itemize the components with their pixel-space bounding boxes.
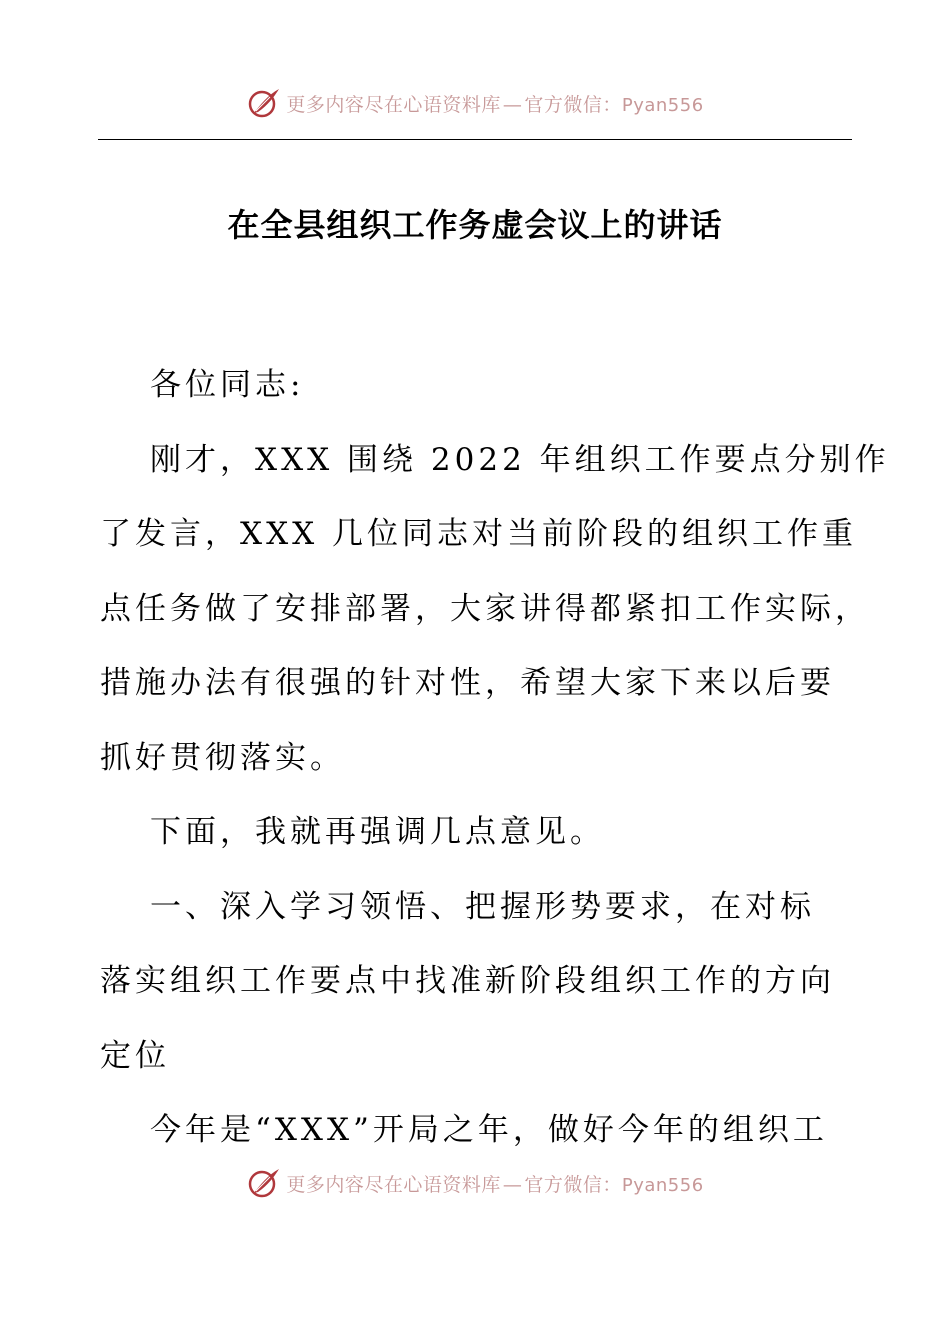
banner-wechat-id: Pyan556: [621, 94, 704, 116]
banner-brand: 更多内容尽在心语资料库: [286, 93, 501, 116]
paragraph-line: 点任务做了安排部署，大家讲得都紧扣工作实际，: [100, 590, 870, 627]
footer-banner: [0, 1163, 950, 1203]
quill-logo-icon: [246, 85, 282, 121]
paragraph-line: 措施办法有很强的针对性，希望大家下来以后要: [100, 665, 835, 701]
header-rule: [98, 139, 852, 140]
document-title: 在全县组织工作务虚会议上的讲话: [227, 206, 723, 244]
paragraph-line: 刚才，XXX 围绕 2022 年组织工作要点分别作: [150, 441, 890, 478]
section-heading-line: 落实组织工作要点中找准新阶段组织工作的方向: [100, 963, 835, 999]
paragraph-line: 了发言，XXX 几位同志对当前阶段的组织工作重: [100, 516, 858, 552]
paragraph-line: 今年是“XXX”开局之年，做好今年的组织工: [150, 1112, 828, 1148]
document-body: [100, 360, 890, 1180]
paragraph-line: 抓好贯彻落实。: [100, 739, 345, 776]
section-heading-line: 定位: [100, 1037, 170, 1074]
paragraph-line: 下面，我就再强调几点意见。: [150, 814, 605, 850]
section-heading-line: 一、深入学习领悟、把握形势要求，在对标: [150, 888, 815, 925]
paragraph-line: 各位同志:: [150, 367, 305, 403]
banner-wechat-label: 官方微信：: [524, 93, 622, 116]
banner-brand: 更多内容尽在心语资料库: [286, 1173, 501, 1196]
banner-wechat-id: Pyan556: [621, 1174, 704, 1196]
banner-dash: —: [502, 1173, 523, 1196]
header-banner: [0, 83, 950, 123]
banner-wechat-label: 官方微信：: [524, 1173, 622, 1196]
quill-logo-icon: [246, 1165, 282, 1201]
banner-dash: —: [502, 93, 523, 116]
